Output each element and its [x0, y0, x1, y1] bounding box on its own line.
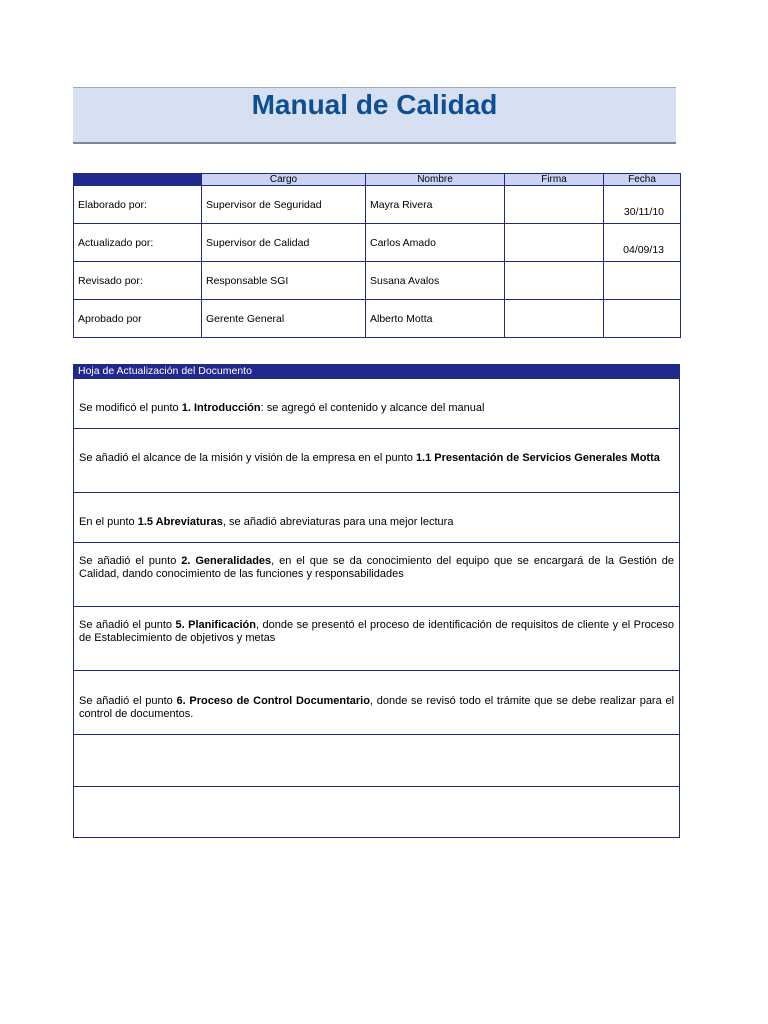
firma-cell: [505, 224, 604, 262]
role-label: Elaborado por:: [74, 186, 202, 224]
title-band: [73, 87, 676, 144]
signature-header-row: [74, 174, 681, 186]
fecha-cell: 30/11/10: [604, 186, 681, 224]
update-entry: [74, 607, 680, 671]
fecha-cell: [604, 300, 681, 338]
update-entry: [74, 671, 680, 735]
update-entry: [74, 543, 680, 607]
fecha-cell: 04/09/13: [604, 224, 681, 262]
nombre-cell: Mayra Rivera: [366, 186, 505, 224]
entry-section: 1. Introducción: [181, 402, 261, 414]
role-label: Revisado por:: [74, 262, 202, 300]
nombre-cell: Susana Avalos: [366, 262, 505, 300]
signature-row: [74, 224, 681, 262]
entry-section: 2. Generalidades: [181, 555, 272, 567]
entry-text: , se añadió abreviaturas para una mejor lectura: [222, 516, 454, 528]
entry-text: , donde se presentó el proceso de identificación de requisitos de cliente y el Proceso de Establecimiento de objetivos y metas: [79, 619, 675, 644]
nombre-cell: Alberto Motta: [366, 300, 505, 338]
update-sheet-heading: Hoja de Actualización del Documento: [74, 365, 680, 379]
entry-text: Se añadió el punto: [79, 555, 182, 567]
entry-text: En el punto: [79, 516, 138, 528]
entry-text: Se añadió el punto: [79, 619, 176, 631]
signature-row: [74, 186, 681, 224]
update-entry: [74, 429, 680, 493]
document-title: Manual de Calidad: [251, 89, 498, 120]
entry-text: : se agregó el contenido y alcance del manual: [260, 402, 485, 414]
update-sheet-table: [73, 364, 680, 838]
header-fecha: Fecha: [604, 174, 681, 186]
signature-table: [73, 173, 681, 338]
header-cargo: Cargo: [202, 174, 366, 186]
header-firma: Firma: [505, 174, 604, 186]
cargo-cell: Gerente General: [202, 300, 366, 338]
role-label: Aprobado por: [74, 300, 202, 338]
entry-text: , donde se revisó todo el trámite que se debe realizar para el control de documentos.: [79, 695, 675, 720]
firma-cell: [505, 300, 604, 338]
entry-section: 5. Planificación: [175, 619, 256, 631]
signature-row: [74, 300, 681, 338]
firma-cell: [505, 186, 604, 224]
fecha-cell: [604, 262, 681, 300]
header-blank: [74, 174, 202, 186]
entry-text: Se añadió el alcance de la misión y visión de la empresa en el punto: [79, 452, 416, 464]
entry-section: 1.1 Presentación de Servicios Generales Motta: [415, 452, 660, 464]
entry-text: , en el que se da conocimiento del equipo que se encargará de la Gestión de Calidad, dando conocimiento de las funciones y responsabilidades: [79, 555, 674, 580]
nombre-cell: Carlos Amado: [366, 224, 505, 262]
entry-section: 1.5 Abreviaturas: [137, 516, 223, 528]
entry-section: 6. Proceso de Control Documentario: [176, 695, 370, 707]
entry-text: Se añadió el punto: [79, 695, 177, 707]
cargo-cell: Supervisor de Seguridad: [202, 186, 366, 224]
update-entry-empty: [74, 787, 680, 838]
entry-text: Se modificó el punto: [79, 402, 182, 414]
cargo-cell: Responsable SGI: [202, 262, 366, 300]
role-label: Actualizado por:: [74, 224, 202, 262]
firma-cell: [505, 262, 604, 300]
update-entry: [74, 379, 680, 429]
update-entry-empty: [74, 735, 680, 787]
signature-row: [74, 262, 681, 300]
header-nombre: Nombre: [366, 174, 505, 186]
cargo-cell: Supervisor de Calidad: [202, 224, 366, 262]
update-entry: [74, 493, 680, 543]
